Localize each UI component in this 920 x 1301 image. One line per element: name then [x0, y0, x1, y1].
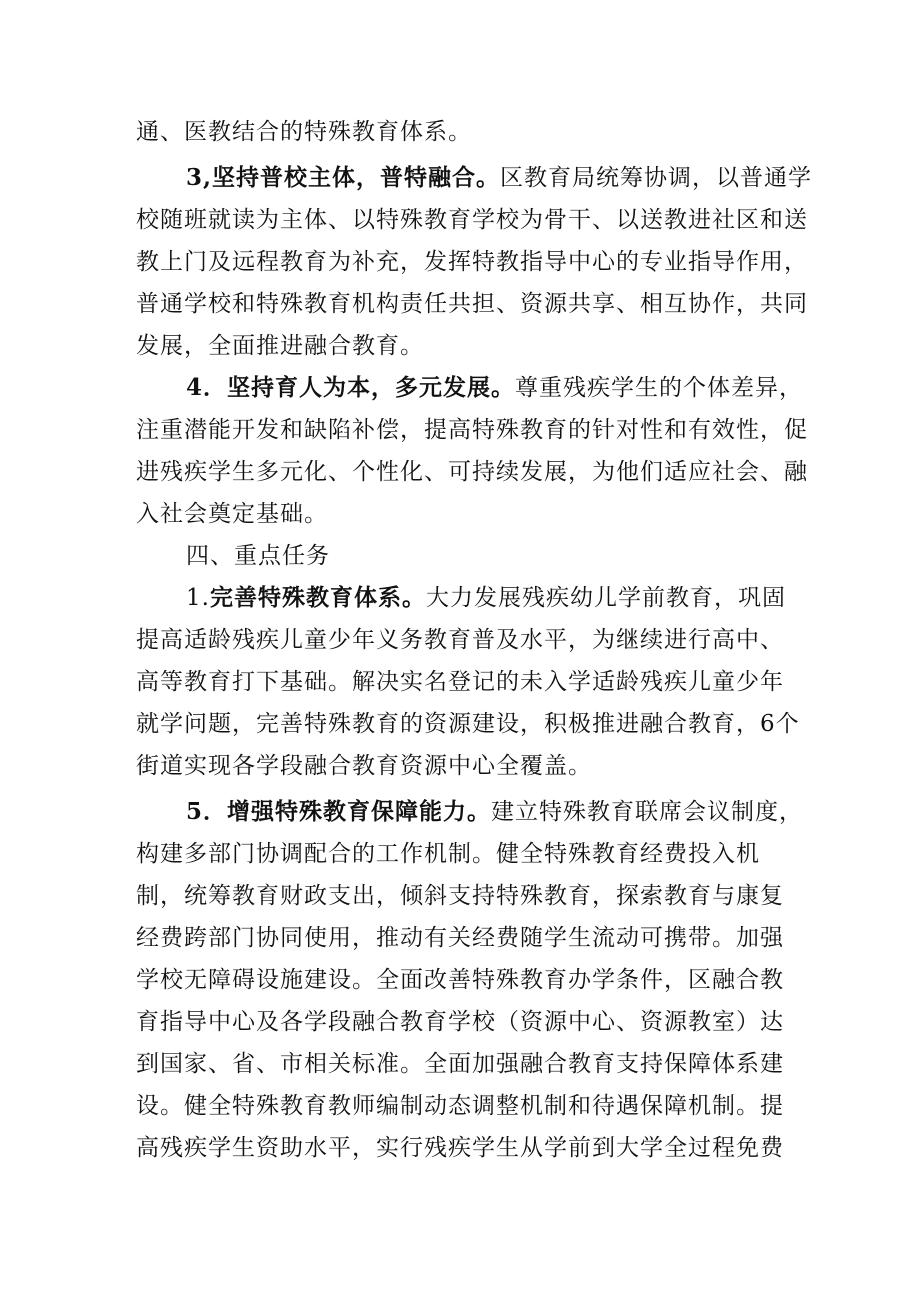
- paragraph-task-5: [186, 797, 803, 827]
- text-line: 就学问题，完善特殊教育的资源建设，积极推进融合教育，6个: [136, 711, 800, 737]
- paragraph-principle-4: [186, 373, 803, 403]
- task-5-text: 建立特殊教育联席会议制度，: [491, 799, 804, 825]
- text-line: 经费跨部门协同使用，推动有关经费随学生流动可携带。加强: [136, 925, 784, 951]
- text-line: 设。健全特殊教育教师编制动态调整机制和待遇保障机制。提: [136, 1093, 784, 1119]
- task-5-heading: 5．增强特殊教育保障能力。: [186, 798, 492, 825]
- text-line: 入社会奠定基础。: [136, 501, 328, 527]
- principle-3-text: 区教育局统筹协调，以普通学: [500, 165, 813, 191]
- text-line: 学校无障碍设施建设。全面改善特殊教育办学条件，区融合教: [136, 967, 784, 993]
- text-line: 制，统筹教育财政支出，倾斜支持特殊教育，探索教育与康复: [136, 883, 784, 909]
- text-line: 通、医教结合的特殊教育体系。: [136, 119, 472, 145]
- text-line: 提高适龄残疾儿童少年义务教育普及水平，为继续进行高中、: [136, 627, 784, 653]
- text-line: 育指导中心及各学段融合教育学校（资源中心、资源教室）达: [136, 1009, 784, 1035]
- section-heading: 四、重点任务: [186, 543, 330, 569]
- principle-4-text: 尊重残疾学生的个体差异，: [515, 375, 804, 401]
- text-line: 到国家、省、市相关标准。全面加强融合教育支持保障体系建: [136, 1051, 784, 1077]
- paragraph-task-1: [186, 583, 786, 613]
- principle-4-heading: 4．坚持育人为本，多元发展。: [186, 374, 516, 401]
- task-1-number: 1.: [186, 585, 210, 611]
- text-line: 高等教育打下基础。解决实名登记的未入学适龄残疾儿童少年: [136, 669, 784, 695]
- text-line: 发展，全面推进融合教育。: [136, 333, 424, 359]
- principle-3-heading: 3,坚持普校主体，普特融合。: [186, 164, 501, 191]
- task-1-heading: 完善特殊教育体系。: [209, 584, 426, 611]
- text-line: 教上门及远程教育为补充，发挥特教指导中心的专业指导作用，: [136, 249, 808, 275]
- text-line: 注重潜能开发和缺陷补偿，提高特殊教育的针对性和有效性，促: [136, 417, 808, 443]
- text-line: 普通学校和特殊教育机构责任共担、资源共享、相互协作，共同: [136, 291, 808, 317]
- text-line: 街道实现各学段融合教育资源中心全覆盖。: [136, 753, 592, 779]
- paragraph-principle-3: [186, 163, 812, 193]
- task-1-text: 大力发展残疾幼儿学前教育，巩固: [425, 585, 786, 611]
- text-line: 校随班就读为主体、以特殊教育学校为骨干、以送教进社区和送: [136, 207, 808, 233]
- text-line: 高残疾学生资助水平，实行残疾学生从学前到大学全过程免费: [136, 1135, 784, 1161]
- text-line: 进残疾学生多元化、个性化、可持续发展，为他们适应社会、融: [136, 459, 808, 485]
- text-line: 构建多部门协调配合的工作机制。健全特殊教育经费投入机: [136, 841, 760, 867]
